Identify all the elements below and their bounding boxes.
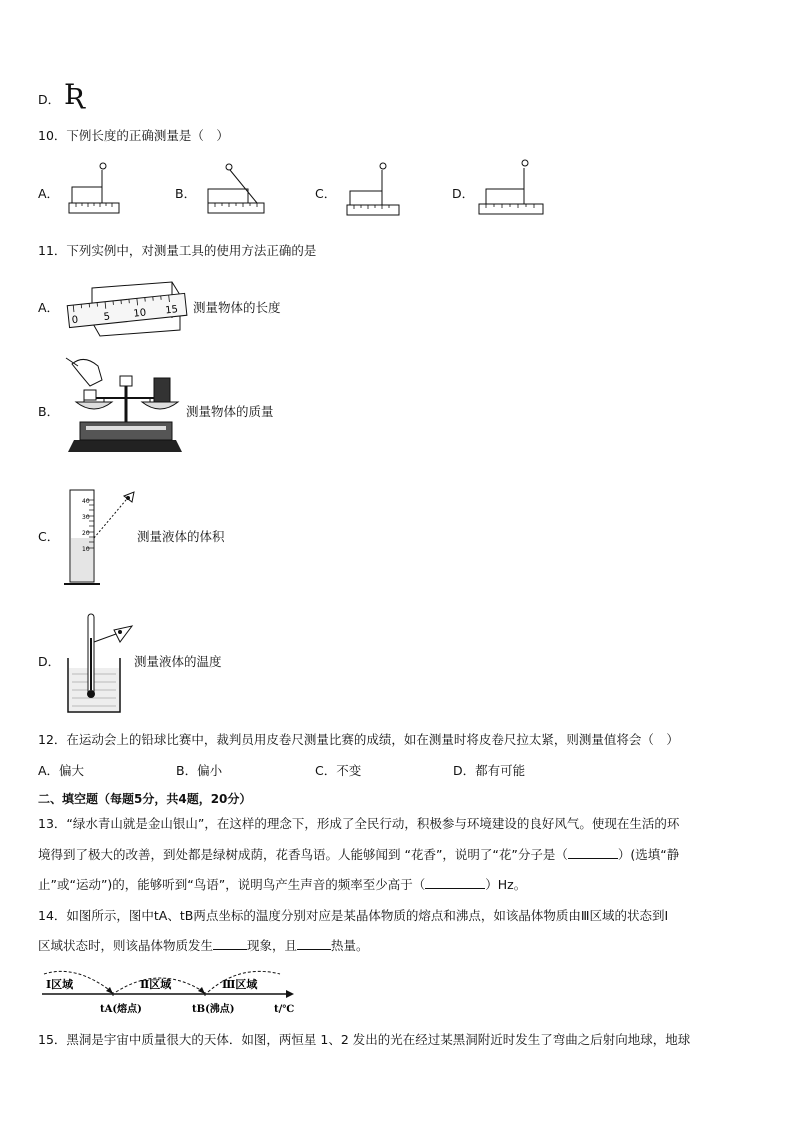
axis-label: t/℃	[274, 1004, 295, 1015]
q15-line1: 15．黑洞是宇宙中质量很大的天体．如图，两恒星 1、2 发出的光在经过某黑洞附近时发生了弯曲之后射向地球，地球	[38, 1032, 691, 1047]
q14-line2-text-b: 现象，且	[247, 938, 298, 953]
q9-option-d-label: D．	[38, 92, 61, 107]
ruler-tick-5: 5	[103, 311, 111, 323]
cylinder-tick-10: 10	[82, 546, 90, 553]
q10-option-b-label: B．	[175, 186, 197, 201]
q13-line2-text-a: 境得到了极大的改善，到处都是绿树成荫，花香鸟语。人能够闻到 “花香”，说明了“花”分子是（	[38, 847, 568, 862]
q10-option-c-label: C．	[315, 186, 337, 201]
q10-option-b-figure	[205, 158, 269, 218]
q13-line3-text-b: ）Hz。	[485, 877, 527, 892]
q10-option-c-figure	[344, 160, 404, 218]
q11-option-d-caption: 测量液体的温度	[134, 654, 222, 669]
q13-blank-2[interactable]	[425, 876, 485, 889]
tb-label: tB(沸点)	[192, 1004, 235, 1015]
q10-option-d-figure	[478, 156, 548, 218]
ruler-tick-15: 15	[164, 304, 179, 317]
q14-line2-text-c: 热量。	[331, 938, 369, 953]
q12-option-d: D．都有可能	[453, 763, 526, 778]
q14-line2-text-a: 区域状态时，则该晶体物质发生	[38, 938, 214, 953]
q14-blank-2[interactable]	[297, 937, 331, 950]
cylinder-tick-30: 30	[82, 514, 90, 521]
region-2-label: Ⅱ区域	[140, 978, 172, 991]
q12-option-a: A．偏大	[38, 763, 85, 778]
ruler-tick-10: 10	[132, 307, 147, 320]
q10-stem: 10．下例长度的正确测量是（ ）	[38, 128, 229, 143]
q13-line3-text-a: 止”或“运动”)的，能够听到“鸟语”，说明鸟产生声音的频率至少高于（	[38, 877, 426, 892]
ta-label: tA(熔点)	[100, 1004, 142, 1015]
q11-option-a-figure	[62, 270, 192, 342]
q13-line2	[38, 845, 679, 863]
q13-blank-1[interactable]	[568, 846, 618, 859]
q12-option-b: B．偏小	[176, 763, 223, 778]
q11-option-d-figure	[62, 608, 142, 718]
q11-option-c-caption: 测量液体的体积	[137, 529, 225, 544]
region-1-label: Ⅰ区域	[46, 978, 74, 991]
q13-line2-text-b: ）(选填“静	[617, 847, 680, 862]
q11-option-b-label: B．	[38, 404, 60, 419]
cylinder-tick-20: 20	[82, 530, 90, 537]
q11-option-a-label: A．	[38, 300, 60, 315]
q14-line1: 14．如图所示，图中tA、tB两点坐标的温度分别对应是某晶体物质的熔点和沸点，如该晶体物质由Ⅲ区域的状态到Ⅰ	[38, 908, 669, 923]
q14-temperature-diagram	[40, 962, 300, 1018]
q13-line3	[38, 875, 526, 893]
cylinder-tick-40: 40	[82, 498, 90, 505]
q14-blank-1[interactable]	[213, 937, 247, 950]
q11-option-b-caption: 测量物体的质量	[186, 404, 274, 419]
q14-line2	[38, 936, 369, 954]
q10-option-a-label: A．	[38, 186, 60, 201]
q10-option-d-label: D．	[452, 186, 475, 201]
q11-option-b-figure	[62, 352, 187, 460]
q11-stem: 11．下列实例中，对测量工具的使用方法正确的是	[38, 243, 317, 258]
q10-option-a-figure	[68, 160, 124, 216]
q9-option-d-glyph: Ʀ	[64, 78, 86, 111]
q11-option-c-label-text: C．	[38, 529, 60, 544]
q12-stem: 12．在运动会上的铅球比赛中，裁判员用皮卷尺测量比赛的成绩，如在测量时将皮卷尺拉太紧，则测量值将会（ ）	[38, 732, 679, 747]
ruler-tick-0: 0	[71, 314, 79, 327]
q11-option-c-figure	[62, 486, 142, 590]
q13-line1: 13．“绿水青山就是金山银山”，在这样的理念下，形成了全民行动，积极参与环境建设的良好风气。使现在生活的环	[38, 816, 680, 831]
section-title: 二、填空题（每题5分，共4题，20分）	[38, 792, 252, 806]
region-3-label: Ⅲ区域	[222, 978, 258, 991]
q11-option-a-caption: 测量物体的长度	[193, 300, 281, 315]
q12-option-c: C．不变	[315, 763, 362, 778]
q11-option-d-label: D．	[38, 654, 61, 669]
